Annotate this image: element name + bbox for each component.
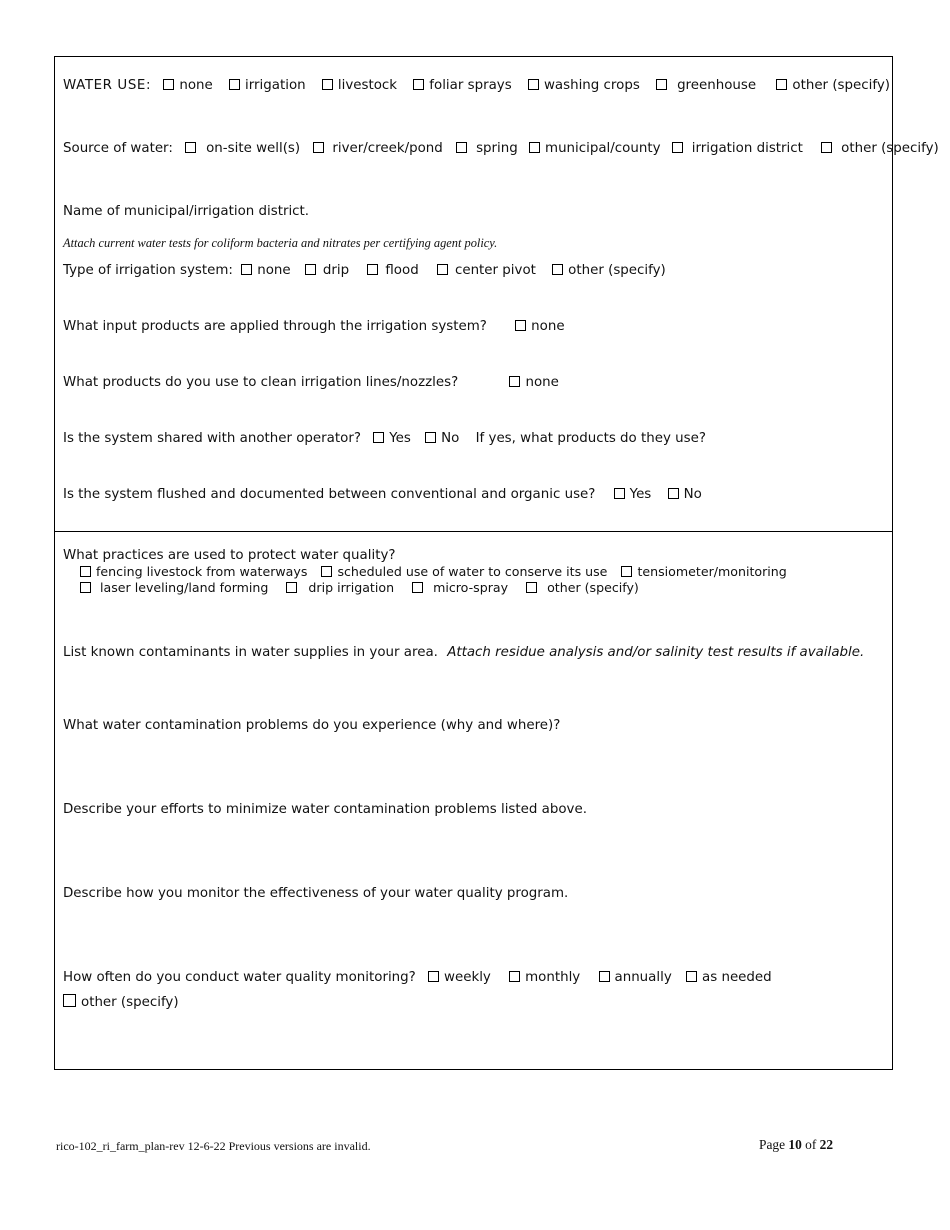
checkbox-icon xyxy=(322,79,333,90)
irrigation-none-checkbox[interactable]: none xyxy=(241,262,290,279)
monitoring-weekly-checkbox[interactable]: weekly xyxy=(428,969,491,986)
water-use-foliar-sprays-checkbox[interactable]: foliar sprays xyxy=(413,77,511,94)
water-quality-section xyxy=(54,531,893,1070)
practice-scheduled-water-checkbox[interactable]: scheduled use of water to conserve its use xyxy=(321,564,607,579)
checkbox-icon xyxy=(776,79,787,90)
checkbox-icon xyxy=(286,582,297,593)
checkbox-icon xyxy=(668,488,679,499)
checkbox-icon xyxy=(456,142,467,153)
practices-question: What practices are used to protect water quality? xyxy=(63,548,396,563)
source-river-creek-pond-checkbox[interactable]: river/creek/pond xyxy=(313,140,442,157)
clean-products-none-checkbox[interactable]: none xyxy=(509,374,558,391)
flushed-question: Is the system flushed and documented between conventional and organic use? xyxy=(63,487,596,502)
shared-no-checkbox[interactable]: No xyxy=(425,430,459,447)
source-irrigation-district-checkbox[interactable]: irrigation district xyxy=(672,140,803,157)
flushed-no-checkbox[interactable]: No xyxy=(668,486,702,503)
checkbox-icon xyxy=(621,566,632,577)
checkbox-icon xyxy=(185,142,196,153)
checkbox-icon xyxy=(321,566,332,577)
irrigation-type-label: Type of irrigation system: xyxy=(63,263,233,278)
checkbox-icon xyxy=(437,264,448,275)
checkbox-icon xyxy=(672,142,683,153)
water-use-greenhouse-checkbox[interactable]: greenhouse xyxy=(656,77,756,94)
checkbox-icon xyxy=(428,971,439,982)
water-use-other-checkbox[interactable]: other (specify) xyxy=(776,77,890,94)
checkbox-icon xyxy=(656,79,667,90)
source-of-water-label: Source of water: xyxy=(63,141,173,156)
source-spring-checkbox[interactable]: spring xyxy=(456,140,518,157)
practices-row-1 xyxy=(80,564,787,579)
source-municipal-county-checkbox[interactable]: municipal/county xyxy=(529,140,660,157)
checkbox-icon xyxy=(686,971,697,982)
monitoring-frequency-row xyxy=(63,969,772,986)
checkbox-icon xyxy=(412,582,423,593)
practice-fencing-livestock-checkbox[interactable]: fencing livestock from waterways xyxy=(80,564,307,579)
water-use-section xyxy=(54,56,939,532)
irrigation-other-checkbox[interactable]: other (specify) xyxy=(552,262,666,279)
shared-system-question: Is the system shared with another operator? xyxy=(63,431,361,446)
monitoring-other-row xyxy=(63,994,179,1011)
checkbox-icon xyxy=(552,264,563,275)
input-products-question: What input products are applied through the irrigation system? xyxy=(63,319,487,334)
water-use-row xyxy=(63,77,890,94)
shared-yes-checkbox[interactable]: Yes xyxy=(373,430,411,447)
clean-products-row xyxy=(63,374,559,391)
checkbox-icon xyxy=(509,971,520,982)
source-of-water-row xyxy=(63,140,939,157)
irrigation-flood-checkbox[interactable]: flood xyxy=(367,262,418,279)
footer-page-number: Page 10 of 22 xyxy=(759,1137,834,1152)
shared-followup-question: If yes, what products do they use? xyxy=(475,431,706,446)
monitoring-other-checkbox[interactable]: other (specify) xyxy=(63,994,179,1011)
district-name-question: Name of municipal/irrigation district. xyxy=(63,204,310,219)
checkbox-icon xyxy=(80,566,91,577)
source-onsite-well-checkbox[interactable]: on-site well(s) xyxy=(185,140,300,157)
monitor-effectiveness-question: Describe how you monitor the effectiveness of your water quality program. xyxy=(63,886,569,901)
water-use-livestock-checkbox[interactable]: livestock xyxy=(322,77,397,94)
flushed-yes-checkbox[interactable]: Yes xyxy=(614,486,652,503)
checkbox-icon xyxy=(305,264,316,275)
checkbox-icon xyxy=(509,376,520,387)
contaminants-row xyxy=(63,644,864,661)
minimize-efforts-question: Describe your efforts to minimize water contamination problems listed above. xyxy=(63,802,587,817)
contamination-problems-question: What water contamination problems do you experience (why and where)? xyxy=(63,718,561,733)
checkbox-icon xyxy=(163,79,174,90)
input-products-row xyxy=(63,318,565,335)
irrigation-center-pivot-checkbox[interactable]: center pivot xyxy=(437,262,536,279)
monitoring-annually-checkbox[interactable]: annually xyxy=(599,969,672,986)
checkbox-icon xyxy=(229,79,240,90)
water-use-irrigation-checkbox[interactable]: irrigation xyxy=(229,77,306,94)
practice-laser-leveling-checkbox[interactable]: laser leveling/land forming xyxy=(80,580,268,595)
water-use-none-checkbox[interactable]: none xyxy=(163,77,212,94)
checkbox-icon xyxy=(515,320,526,331)
clean-products-question: What products do you use to clean irrigation lines/nozzles? xyxy=(63,375,459,390)
checkbox-icon xyxy=(367,264,378,275)
checkbox-icon xyxy=(241,264,252,275)
practice-other-checkbox[interactable]: other (specify) xyxy=(526,580,639,595)
contaminants-attach-note: Attach residue analysis and/or salinity test results if available. xyxy=(447,645,865,660)
monitoring-frequency-question: How often do you conduct water quality monitoring? xyxy=(63,970,416,985)
practice-drip-irrigation-checkbox[interactable]: drip irrigation xyxy=(286,580,394,595)
checkbox-icon xyxy=(529,142,540,153)
water-use-label: WATER USE: xyxy=(63,78,152,93)
footer-revision-note: rico-102_ri_farm_plan-rev 12-6-22 Previous versions are invalid. xyxy=(56,1139,371,1153)
attach-water-tests-note: Attach current water tests for coliform bacteria and nitrates per certifying agent policy. xyxy=(63,236,498,250)
contaminants-question: List known contaminants in water supplies in your area. xyxy=(63,645,438,660)
checkbox-icon xyxy=(599,971,610,982)
checkbox-icon xyxy=(80,582,91,593)
shared-system-row xyxy=(63,430,706,447)
monitoring-monthly-checkbox[interactable]: monthly xyxy=(509,969,580,986)
checkbox-icon xyxy=(821,142,832,153)
practices-row-2 xyxy=(80,580,639,595)
flushed-row xyxy=(63,486,702,503)
input-products-none-checkbox[interactable]: none xyxy=(515,318,564,335)
practice-tensiometer-checkbox[interactable]: tensiometer/monitoring xyxy=(621,564,786,579)
checkbox-icon xyxy=(413,79,424,90)
checkbox-icon xyxy=(425,432,436,443)
checkbox-icon xyxy=(63,994,76,1007)
irrigation-drip-checkbox[interactable]: drip xyxy=(305,262,349,279)
checkbox-icon xyxy=(373,432,384,443)
irrigation-type-row xyxy=(63,262,666,279)
monitoring-as-needed-checkbox[interactable]: as needed xyxy=(686,969,772,986)
checkbox-icon xyxy=(313,142,324,153)
checkbox-icon xyxy=(526,582,537,593)
source-other-checkbox[interactable]: other (specify) xyxy=(821,140,939,157)
checkbox-icon xyxy=(614,488,625,499)
practice-micro-spray-checkbox[interactable]: micro-spray xyxy=(412,580,508,595)
checkbox-icon xyxy=(528,79,539,90)
water-use-washing-crops-checkbox[interactable]: washing crops xyxy=(528,77,640,94)
